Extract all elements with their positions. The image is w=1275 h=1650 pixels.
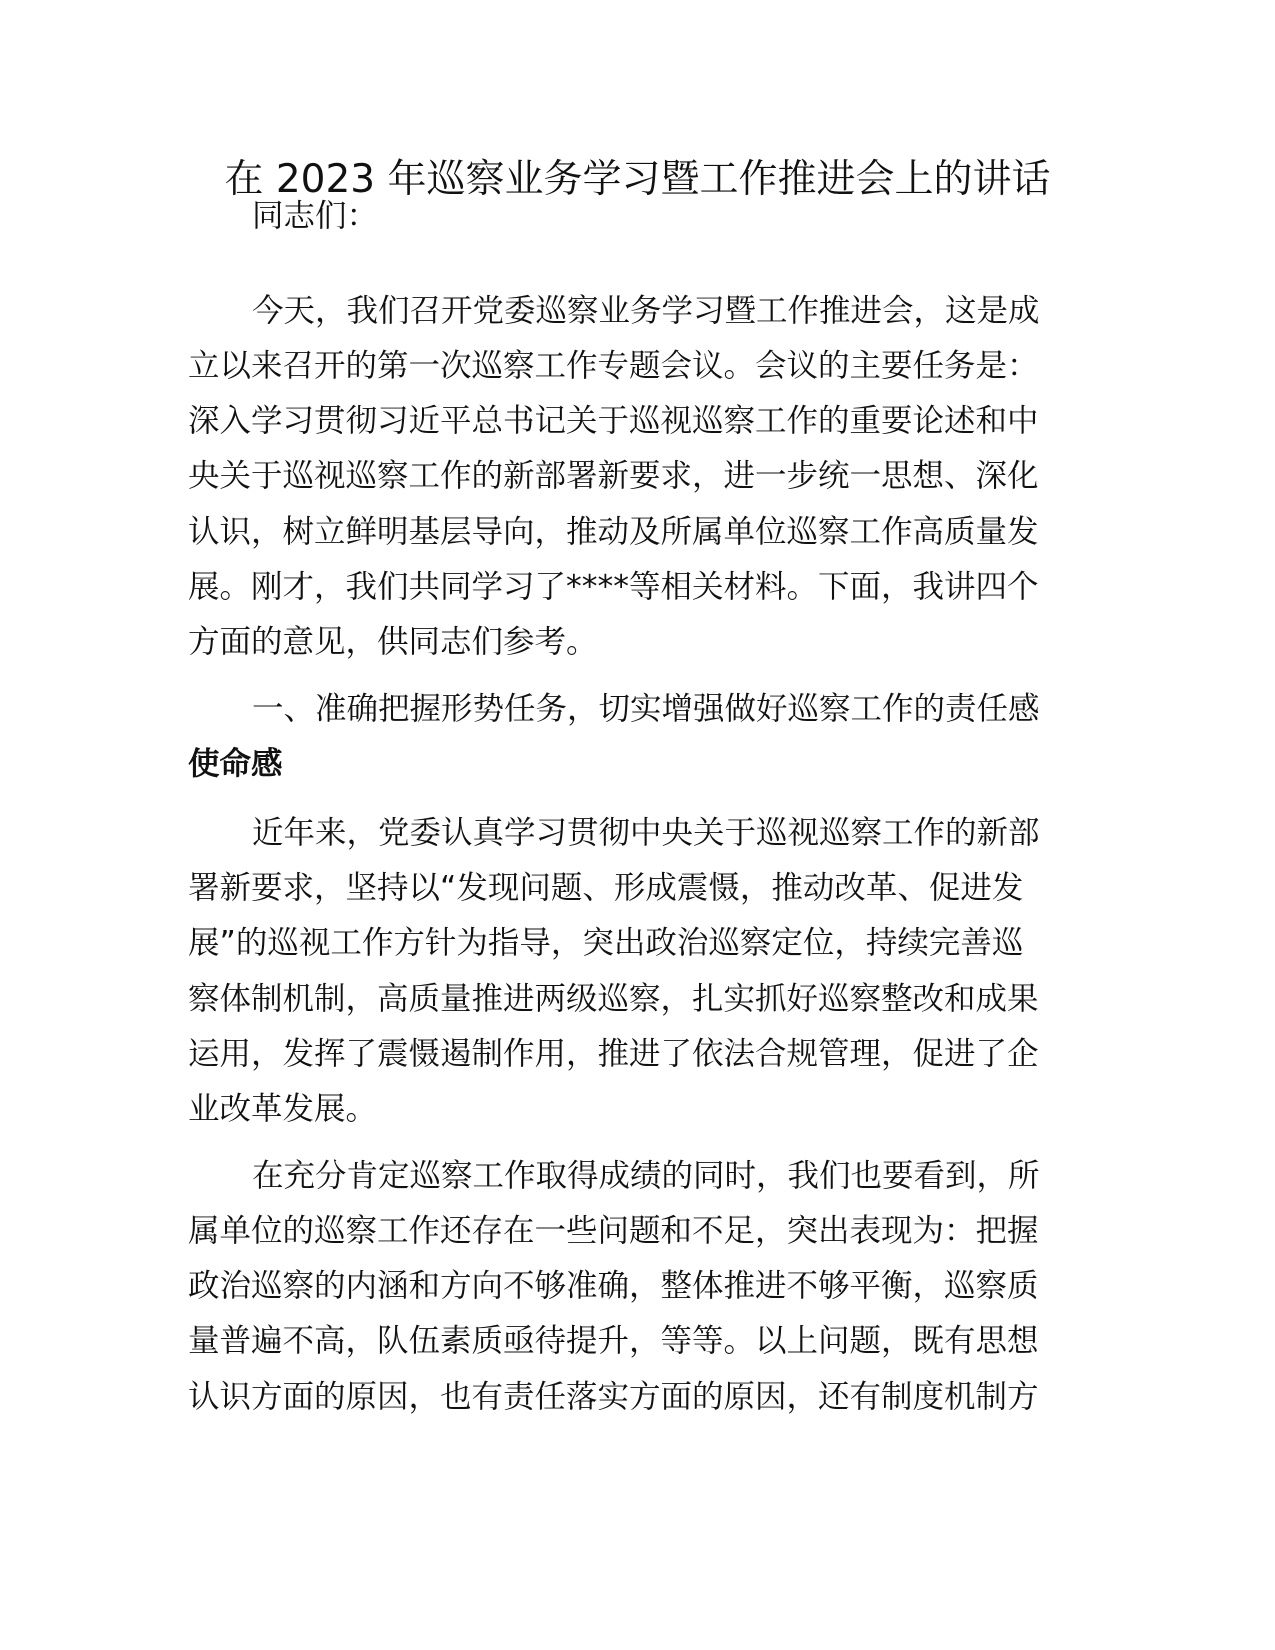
paragraph-line: 署新要求，坚持以“发现问题、形成震慑，推动改革、促进发 [188, 870, 1024, 906]
section-heading-line: 使命感 [188, 746, 283, 782]
paragraph-line: 方面的意见，供同志们参考。 [188, 624, 598, 660]
paragraph-line: 深入学习贯彻习近平总书记关于巡视巡察工作的重要论述和中 [188, 403, 1039, 439]
paragraph-line: 立以来召开的第一次巡察工作专题会议。会议的主要任务是： [188, 348, 1039, 384]
paragraph-line: 政治巡察的内涵和方向不够准确，整体推进不够平衡，巡察质 [188, 1268, 1039, 1304]
paragraph-line: 近年来，党委认真学习贯彻中央关于巡视巡察工作的新部 [252, 815, 1040, 851]
salutation: 同志们： [252, 198, 379, 234]
document-title: 在 2023 年巡察业务学习暨工作推进会上的讲话 [224, 157, 1051, 202]
paragraph-line: 认识，树立鲜明基层导向，推动及所属单位巡察工作高质量发 [188, 514, 1039, 550]
paragraph-line: 央关于巡视巡察工作的新部署新要求，进一步统一思想、深化 [188, 458, 1039, 494]
paragraph-line: 展”的巡视工作方针为指导，突出政治巡察定位，持续完善巡 [188, 925, 1024, 961]
paragraph-line: 量普遍不高，队伍素质亟待提升，等等。以上问题，既有思想 [188, 1323, 1039, 1359]
paragraph-line: 业改革发展。 [188, 1091, 378, 1127]
paragraph-line: 运用，发挥了震慑遏制作用，推进了依法合规管理，促进了企 [188, 1036, 1039, 1072]
paragraph-line: 属单位的巡察工作还存在一些问题和不足，突出表现为：把握 [188, 1213, 1039, 1249]
paragraph-line: 今天，我们召开党委巡察业务学习暨工作推进会，这是成 [252, 293, 1040, 329]
paragraph-line: 认识方面的原因，也有责任落实方面的原因，还有制度机制方 [188, 1379, 1039, 1415]
paragraph-line: 察体制机制，高质量推进两级巡察，扎实抓好巡察整改和成果 [188, 981, 1039, 1017]
paragraph-line: 展。刚才，我们共同学习了****等相关材料。下面，我讲四个 [188, 569, 1039, 605]
section-heading-line: 一、准确把握形势任务，切实增强做好巡察工作的责任感 [252, 691, 1040, 727]
paragraph-line: 在充分肯定巡察工作取得成绩的同时，我们也要看到，所 [252, 1158, 1040, 1194]
